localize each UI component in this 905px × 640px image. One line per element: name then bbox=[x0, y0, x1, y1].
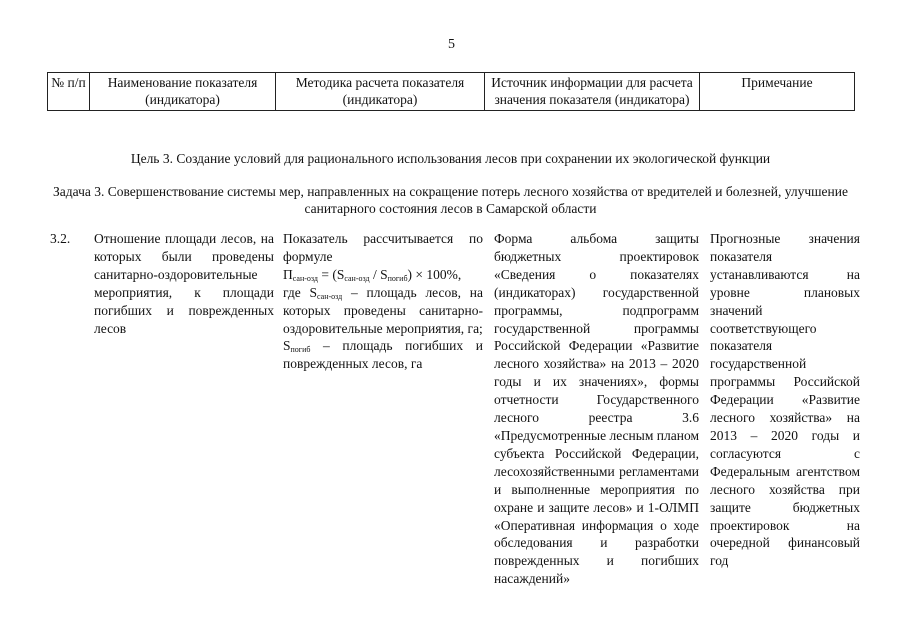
note: Прогнозные значения показателя устанавливаются на уровне плановых значений соответствующего показателя государственной программы Российской Федерации «Развитие лесного хозяйства» на 2013 – 2020 годы и согласуются с Федеральным агентством лесного хозяйства при защите бюджетных проектировок на очередной финансовый год bbox=[710, 231, 860, 569]
formula-close: ) × 100%, bbox=[407, 266, 462, 282]
s2-symbol: S bbox=[283, 338, 291, 354]
page-number: 5 bbox=[448, 37, 455, 52]
where-sub: сан-озд bbox=[317, 291, 343, 301]
formula-lhs-sub: сан-озд bbox=[292, 273, 318, 283]
header-col-method: Методика расчета показателя (индикатора) bbox=[276, 73, 485, 111]
formula-eq: = (S bbox=[317, 266, 345, 282]
indicator-name: Отношение площади лесов, на которых были проведены санитарно-оздоровительные мероприятия, к площади погибших и поврежденных лесов bbox=[94, 231, 274, 336]
header-col-note: Примечание bbox=[700, 73, 855, 111]
header-col-name: Наименование показателя (индикатора) bbox=[90, 73, 276, 111]
task-heading: Задача 3. Совершенствование системы мер, направленных на сокращение потерь лесного хозяйства от вредителей и болезней, улучшение санитарного состояния лесов в Самарской области bbox=[53, 184, 848, 216]
header-col-number: № п/п bbox=[48, 73, 90, 111]
goal-heading: Цель 3. Создание условий для рационального использования лесов при сохранении их экологической функции bbox=[130, 151, 771, 166]
formula-where-1 bbox=[283, 284, 483, 338]
formula-den-sub: погиб bbox=[387, 273, 408, 283]
header-col-source: Источник информации для расчета значения показателя (индикатора) bbox=[485, 73, 700, 111]
formula bbox=[283, 266, 483, 284]
where-prefix: где S bbox=[283, 284, 318, 300]
information-source: Форма альбома защиты бюджетных проектировок «Сведения о показателях (индикаторах) государственной программы, подпрограмм государственной программы Российской Федерации «Развитие лесного хозяйства» на 2013 – 2020 годы и их значениях», формы отчетности Государственного лесного реестра 3.6 «Предусмотренные лесным планом субъекта Российской Федерации, лесохозяйственными регламентами и выполненные мероприятия по охране и защите лесов» и 1-ОЛМП «Оперативная информация о ходе обследования и разработки поврежденных и погибших насаждений» bbox=[494, 231, 699, 587]
table-header-row bbox=[48, 73, 855, 111]
indicator-table-header bbox=[47, 72, 855, 111]
formula-where-2 bbox=[283, 337, 483, 373]
formula-slash: / S bbox=[369, 266, 388, 282]
s2-sub: погиб bbox=[290, 345, 311, 355]
method-intro: Показатель рассчитывается по формуле bbox=[283, 231, 483, 264]
formula-lhs: П bbox=[283, 266, 293, 282]
calculation-method bbox=[283, 230, 483, 373]
s2-text: – площадь погибших и поврежденных лесов, га bbox=[283, 338, 483, 372]
formula-num-sub: сан-озд bbox=[344, 273, 370, 283]
where-text: – площадь лесов, на которых проведены санитарно-оздоровительные мероприятия, га; bbox=[283, 284, 483, 336]
row-number: 3.2. bbox=[50, 231, 71, 246]
